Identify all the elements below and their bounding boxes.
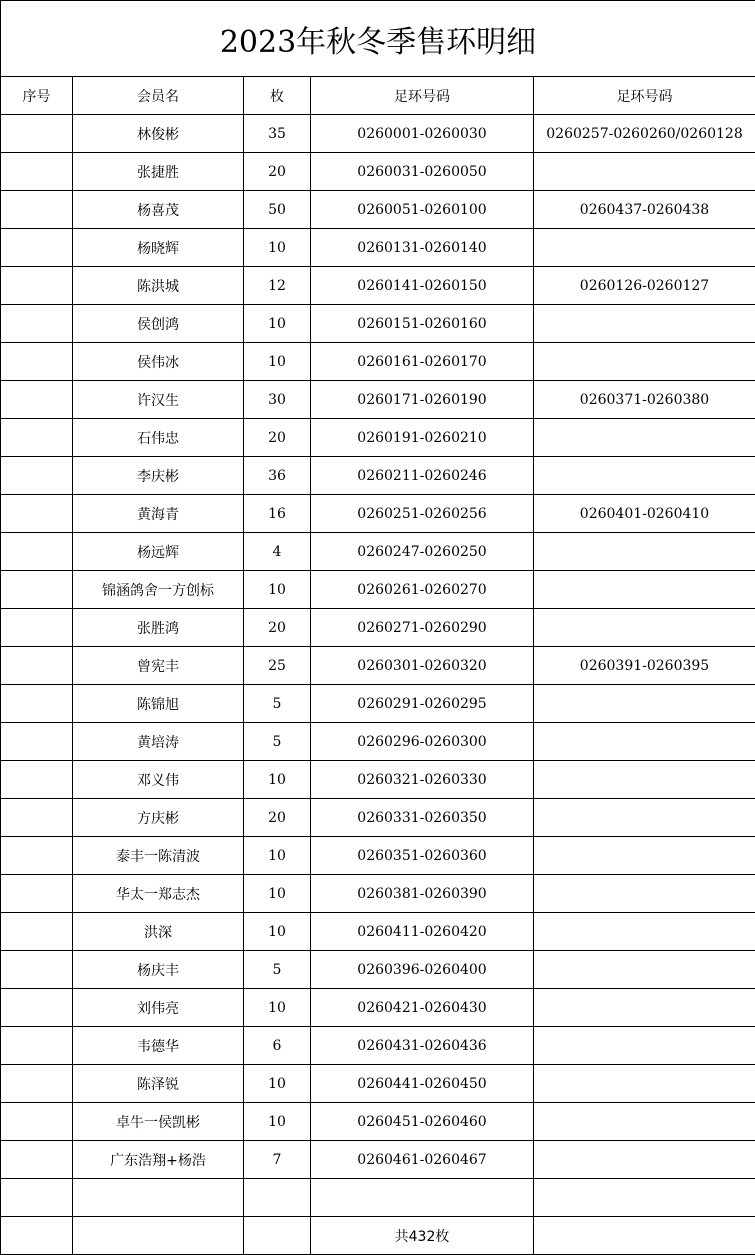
member-name-cell: 曾宪丰 [73, 647, 244, 685]
count-cell: 10 [244, 913, 311, 951]
table-row [1, 989, 755, 1027]
index-cell [1, 1103, 73, 1141]
ring-range-2-cell: 0260126-0260127 [534, 267, 755, 305]
ring-range-2-cell [534, 761, 755, 799]
member-name-cell [73, 1179, 244, 1217]
index-cell [1, 153, 73, 191]
ring-range-1-cell: 0260441-0260450 [311, 1065, 534, 1103]
table-row [1, 761, 755, 799]
count-cell: 6 [244, 1027, 311, 1065]
count-cell: 10 [244, 1103, 311, 1141]
ring-range-2-cell [534, 457, 755, 495]
ring-range-1-cell: 0260396-0260400 [311, 951, 534, 989]
ring-range-1-cell: 0260461-0260467 [311, 1141, 534, 1179]
ring-range-2-cell [534, 1179, 755, 1217]
total-row [1, 1217, 755, 1255]
ring-range-1-cell: 0260171-0260190 [311, 381, 534, 419]
ring-range-2-cell [534, 685, 755, 723]
ring-range-2-cell: 0260371-0260380 [534, 381, 755, 419]
sheet-title: 2023年秋冬季售环明细 [1, 1, 755, 77]
count-cell: 20 [244, 799, 311, 837]
index-cell [1, 533, 73, 571]
table-row [1, 1065, 755, 1103]
member-name-cell: 陈锦旭 [73, 685, 244, 723]
table-row [1, 1141, 755, 1179]
count-cell: 50 [244, 191, 311, 229]
header-index: 序号 [1, 77, 73, 115]
table-row [1, 837, 755, 875]
member-name-cell: 侯创鸿 [73, 305, 244, 343]
member-name-cell: 张胜鸿 [73, 609, 244, 647]
member-name-cell: 邓义伟 [73, 761, 244, 799]
count-cell: 10 [244, 229, 311, 267]
table-row [1, 115, 755, 153]
ring-range-1-cell: 0260161-0260170 [311, 343, 534, 381]
index-cell [1, 723, 73, 761]
count-cell: 20 [244, 153, 311, 191]
index-cell [1, 837, 73, 875]
index-cell [1, 1141, 73, 1179]
member-name-cell: 方庆彬 [73, 799, 244, 837]
count-cell [244, 1179, 311, 1217]
ring-range-1-cell: 0260271-0260290 [311, 609, 534, 647]
empty-cell [534, 1217, 755, 1255]
member-name-cell: 陈洪城 [73, 267, 244, 305]
table-row [1, 875, 755, 913]
count-cell: 7 [244, 1141, 311, 1179]
ring-range-1-cell: 0260351-0260360 [311, 837, 534, 875]
ring-range-1-cell: 0260031-0260050 [311, 153, 534, 191]
empty-cell [1, 1217, 73, 1255]
member-name-cell: 侯伟冰 [73, 343, 244, 381]
index-cell [1, 495, 73, 533]
index-cell [1, 913, 73, 951]
ring-range-1-cell: 0260296-0260300 [311, 723, 534, 761]
header-count: 枚 [244, 77, 311, 115]
index-cell [1, 1027, 73, 1065]
count-cell: 10 [244, 343, 311, 381]
ring-range-2-cell [534, 799, 755, 837]
ring-range-2-cell [534, 1065, 755, 1103]
index-cell [1, 1179, 73, 1217]
member-name-cell: 李庆彬 [73, 457, 244, 495]
count-cell: 10 [244, 305, 311, 343]
member-name-cell: 黄培涛 [73, 723, 244, 761]
ring-range-2-cell [534, 837, 755, 875]
ring-range-2-cell [534, 723, 755, 761]
index-cell [1, 305, 73, 343]
member-name-cell: 许汉生 [73, 381, 244, 419]
member-name-cell: 石伟忠 [73, 419, 244, 457]
ring-range-2-cell [534, 913, 755, 951]
header-member-name: 会员名 [73, 77, 244, 115]
count-cell: 10 [244, 1065, 311, 1103]
index-cell [1, 457, 73, 495]
ring-range-2-cell: 0260257-0260260/0260128 [534, 115, 755, 153]
index-cell [1, 571, 73, 609]
ring-range-1-cell: 0260211-0260246 [311, 457, 534, 495]
ring-range-1-cell: 0260291-0260295 [311, 685, 534, 723]
count-cell: 4 [244, 533, 311, 571]
index-cell [1, 761, 73, 799]
ring-range-2-cell [534, 343, 755, 381]
ring-range-2-cell [534, 875, 755, 913]
count-cell: 20 [244, 419, 311, 457]
count-cell: 5 [244, 723, 311, 761]
member-name-cell: 杨晓辉 [73, 229, 244, 267]
member-name-cell: 广东浩翔+杨浩 [73, 1141, 244, 1179]
index-cell [1, 647, 73, 685]
ring-range-2-cell [534, 1141, 755, 1179]
index-cell [1, 609, 73, 647]
header-row [1, 77, 755, 115]
index-cell [1, 343, 73, 381]
table-row [1, 381, 755, 419]
table-row [1, 723, 755, 761]
ring-range-1-cell: 0260141-0260150 [311, 267, 534, 305]
ring-range-2-cell: 0260437-0260438 [534, 191, 755, 229]
table-row [1, 609, 755, 647]
ring-range-1-cell: 0260191-0260210 [311, 419, 534, 457]
ring-range-2-cell [534, 609, 755, 647]
count-cell: 10 [244, 571, 311, 609]
ring-range-1-cell: 0260001-0260030 [311, 115, 534, 153]
empty-cell [73, 1217, 244, 1255]
member-name-cell: 卓牛一侯凯彬 [73, 1103, 244, 1141]
table-row [1, 533, 755, 571]
count-cell: 10 [244, 989, 311, 1027]
ring-range-1-cell: 0260151-0260160 [311, 305, 534, 343]
count-cell: 36 [244, 457, 311, 495]
ring-range-1-cell [311, 1179, 534, 1217]
index-cell [1, 1065, 73, 1103]
table-row [1, 495, 755, 533]
index-cell [1, 799, 73, 837]
ring-range-2-cell: 0260401-0260410 [534, 495, 755, 533]
ring-range-1-cell: 0260251-0260256 [311, 495, 534, 533]
index-cell [1, 875, 73, 913]
count-cell: 30 [244, 381, 311, 419]
member-name-cell: 黄海青 [73, 495, 244, 533]
ring-range-2-cell [534, 153, 755, 191]
member-name-cell: 锦涵鸽舍一方创标 [73, 571, 244, 609]
ring-range-1-cell: 0260451-0260460 [311, 1103, 534, 1141]
table-row [1, 1179, 755, 1217]
ring-range-1-cell: 0260411-0260420 [311, 913, 534, 951]
member-name-cell: 刘伟亮 [73, 989, 244, 1027]
header-ring-range-1: 足环号码 [311, 77, 534, 115]
count-cell: 12 [244, 267, 311, 305]
table-row [1, 229, 755, 267]
index-cell [1, 267, 73, 305]
index-cell [1, 191, 73, 229]
ring-range-2-cell [534, 951, 755, 989]
table-row [1, 571, 755, 609]
table-row [1, 153, 755, 191]
ring-range-1-cell: 0260131-0260140 [311, 229, 534, 267]
table-row [1, 1027, 755, 1065]
count-cell: 16 [244, 495, 311, 533]
member-name-cell: 杨庆丰 [73, 951, 244, 989]
count-cell: 10 [244, 875, 311, 913]
count-cell: 25 [244, 647, 311, 685]
index-cell [1, 989, 73, 1027]
count-cell: 20 [244, 609, 311, 647]
index-cell [1, 685, 73, 723]
ring-range-2-cell [534, 1027, 755, 1065]
ring-range-1-cell: 0260301-0260320 [311, 647, 534, 685]
ring-range-2-cell [534, 533, 755, 571]
index-cell [1, 381, 73, 419]
count-cell: 35 [244, 115, 311, 153]
member-name-cell: 洪深 [73, 913, 244, 951]
ring-range-2-cell [534, 571, 755, 609]
ring-range-1-cell: 0260247-0260250 [311, 533, 534, 571]
index-cell [1, 419, 73, 457]
ring-range-1-cell: 0260321-0260330 [311, 761, 534, 799]
ring-range-2-cell [534, 419, 755, 457]
table-row [1, 457, 755, 495]
count-cell: 10 [244, 837, 311, 875]
table-row [1, 419, 755, 457]
member-name-cell: 泰丰一陈清波 [73, 837, 244, 875]
table-row [1, 305, 755, 343]
member-name-cell: 杨远辉 [73, 533, 244, 571]
member-name-cell: 林俊彬 [73, 115, 244, 153]
table-row [1, 913, 755, 951]
total-cell: 共432枚 [311, 1217, 534, 1255]
table-row [1, 951, 755, 989]
ring-range-1-cell: 0260331-0260350 [311, 799, 534, 837]
count-cell: 10 [244, 761, 311, 799]
index-cell [1, 229, 73, 267]
member-name-cell: 杨喜茂 [73, 191, 244, 229]
index-cell [1, 115, 73, 153]
ring-range-2-cell: 0260391-0260395 [534, 647, 755, 685]
ring-range-2-cell [534, 305, 755, 343]
count-cell: 5 [244, 951, 311, 989]
table-row [1, 647, 755, 685]
table-row [1, 191, 755, 229]
member-name-cell: 华太一郑志杰 [73, 875, 244, 913]
ring-range-1-cell: 0260261-0260270 [311, 571, 534, 609]
table-row [1, 343, 755, 381]
ring-range-1-cell: 0260381-0260390 [311, 875, 534, 913]
ring-range-1-cell: 0260421-0260430 [311, 989, 534, 1027]
member-name-cell: 韦德华 [73, 1027, 244, 1065]
ring-range-2-cell [534, 989, 755, 1027]
table-row [1, 799, 755, 837]
count-cell: 5 [244, 685, 311, 723]
header-ring-range-2: 足环号码 [534, 77, 755, 115]
table-row [1, 685, 755, 723]
ring-range-1-cell: 0260431-0260436 [311, 1027, 534, 1065]
member-name-cell: 张捷胜 [73, 153, 244, 191]
ring-range-2-cell [534, 1103, 755, 1141]
ring-range-1-cell: 0260051-0260100 [311, 191, 534, 229]
member-name-cell: 陈泽锐 [73, 1065, 244, 1103]
index-cell [1, 951, 73, 989]
ring-range-2-cell [534, 229, 755, 267]
empty-cell [244, 1217, 311, 1255]
table-row [1, 267, 755, 305]
table-row [1, 1103, 755, 1141]
